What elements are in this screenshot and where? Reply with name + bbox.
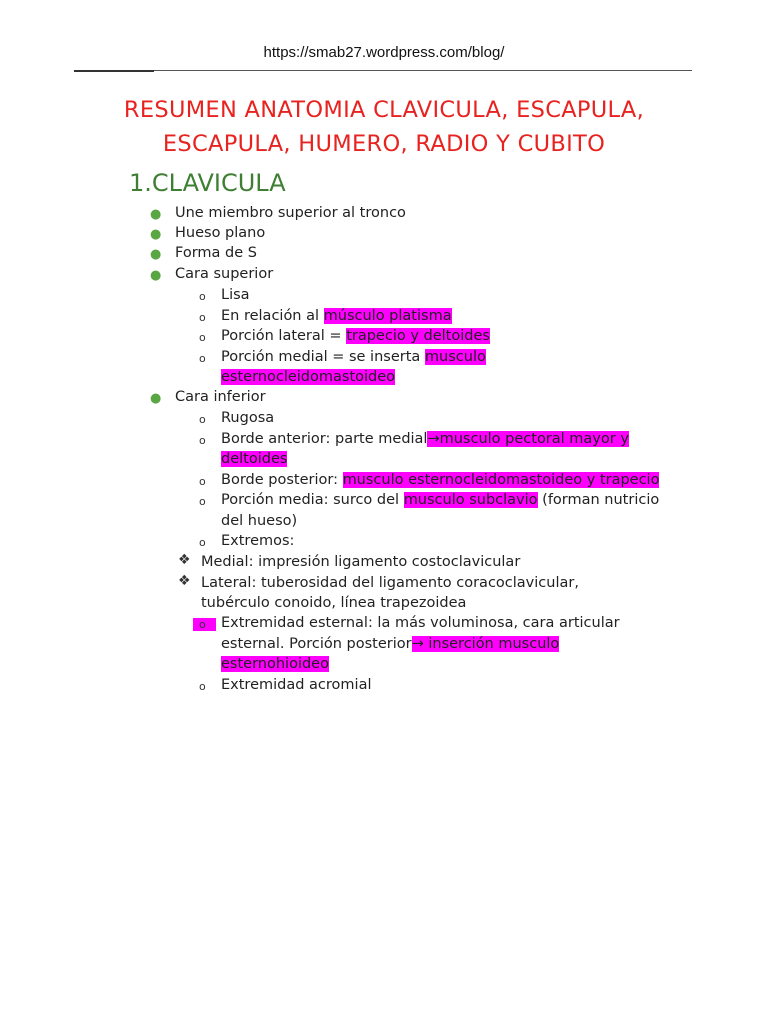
item-text: Borde anterior: parte medial: [221, 431, 428, 447]
circle-bullet-icon: o: [199, 311, 206, 324]
circle-bullet-icon: o: [199, 413, 206, 426]
circle-bullet-icon: o: [199, 331, 206, 344]
page-url[interactable]: https://smab27.wordpress.com/blog/: [263, 44, 505, 61]
sub-list-item: [221, 429, 629, 449]
bullet-icon: ●: [150, 247, 162, 262]
list-item: Cara superior: [175, 266, 274, 282]
circle-bullet-icon: o: [199, 536, 206, 549]
sub-list-item: [221, 326, 490, 346]
sub-list-item: Extremidad esternal: la más voluminosa, cara articular: [221, 615, 620, 631]
highlighted-term: trapecio y deltoides: [346, 328, 490, 344]
sub-list-item-continuation: [221, 654, 329, 674]
title-line-2: ESCAPULA, HUMERO, RADIO Y CUBITO: [162, 131, 606, 157]
item-text: Borde posterior:: [221, 472, 343, 488]
highlighted-term: musculo subclavio: [403, 492, 538, 508]
diamond-bullet-icon: ❖: [178, 573, 191, 589]
highlighted-bullet-marker: o: [193, 618, 216, 631]
bullet-icon: ●: [150, 268, 162, 283]
highlighted-term: →musculo pectoral mayor y: [427, 431, 629, 447]
list-item: Une miembro superior al tronco: [175, 205, 406, 221]
highlighted-term: músculo platisma: [323, 308, 452, 324]
sub-list-item: [221, 347, 486, 367]
sub-list-item: Rugosa: [221, 410, 275, 426]
diamond-bullet-icon: ❖: [178, 552, 191, 568]
diamond-list-item: Medial: impresión ligamento costoclavicular: [201, 554, 521, 570]
list-item: Hueso plano: [175, 225, 266, 241]
item-text: En relación al: [221, 308, 324, 324]
sub-list-item: Extremidad acromial: [221, 677, 372, 693]
sub-list-item-continuation: [221, 367, 395, 387]
sub-list-item: [221, 306, 452, 326]
diamond-list-item-continuation: tubérculo conoido, línea trapezoidea: [201, 595, 467, 611]
list-item: Cara inferior: [175, 389, 266, 405]
highlighted-term: → inserción musculo: [411, 636, 560, 652]
title-line-1: RESUMEN ANATOMIA CLAVICULA, ESCAPULA,: [123, 97, 645, 123]
header-rule: [74, 70, 692, 71]
highlighted-term: musculo esternocleidomastoideo y trapecio: [342, 472, 660, 488]
circle-bullet-icon: o: [199, 352, 206, 365]
sub-list-item: Lisa: [221, 287, 250, 303]
item-text: esternal. Porción posterior: [221, 636, 412, 652]
circle-bullet-icon: o: [199, 495, 206, 508]
highlighted-term: musculo: [424, 349, 486, 365]
sub-list-item: Extremos:: [221, 533, 295, 549]
sub-list-item-continuation: del hueso): [221, 513, 298, 529]
circle-bullet-icon: o: [199, 290, 206, 303]
circle-bullet-icon: o: [199, 434, 206, 447]
section-heading: 1.CLAVICULA: [129, 169, 286, 197]
highlighted-term: esternohioideo: [221, 656, 329, 672]
highlighted-term: esternocleidomastoideo: [221, 369, 396, 385]
item-text: Porción media: surco del: [221, 492, 404, 508]
circle-bullet-icon: o: [199, 680, 206, 693]
circle-bullet-icon: o: [199, 475, 206, 488]
sub-list-item: [221, 490, 659, 510]
bullet-icon: ●: [150, 391, 162, 406]
bullet-icon: ●: [150, 227, 162, 242]
list-item: Forma de S: [175, 245, 257, 261]
bullet-icon: ●: [150, 207, 162, 222]
document-title: [60, 93, 708, 161]
sub-list-item: [221, 470, 659, 490]
highlighted-term: deltoides: [221, 451, 288, 467]
item-text: Porción lateral =: [221, 328, 347, 344]
sub-list-item-continuation: [221, 449, 287, 469]
diamond-list-item: Lateral: tuberosidad del ligamento coracoclavicular,: [201, 575, 579, 591]
item-text: (forman nutricio: [537, 492, 660, 508]
item-text: Porción medial = se inserta: [221, 349, 425, 365]
sub-list-item-continuation: [221, 634, 559, 654]
